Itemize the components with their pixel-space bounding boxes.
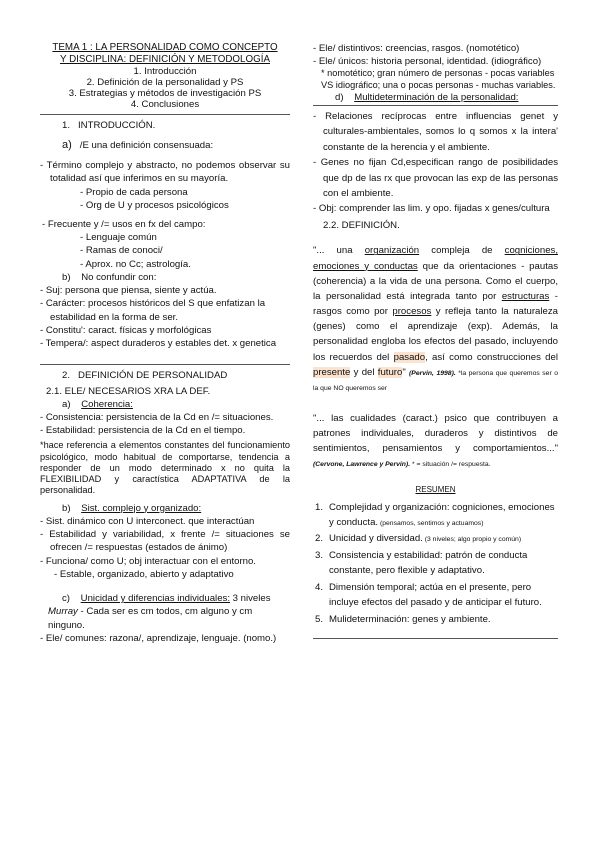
right-column [313, 42, 558, 639]
subpoint-label: a) [62, 138, 72, 151]
bullet-item: - Ele/ únicos: historia personal, identidad. (idiográfico) [313, 56, 542, 68]
divider [313, 638, 558, 639]
bullet-item: - Término complejo y abstracto, no podemos observar su totalidad así que inferimos en su mayoría. [40, 160, 290, 185]
highlighted-term: pasado [393, 351, 426, 363]
subpoint-label: d) [335, 91, 344, 103]
quote-text: , así como construcciones del [425, 351, 558, 363]
list-item: - Lenguaje común [80, 232, 157, 244]
toc-item: 4. Conclusiones [130, 98, 200, 110]
citation-note: *la persona que queremos ser o la que NO queremos ser [313, 369, 558, 392]
list-item: - Propio de cada persona [80, 186, 188, 198]
quote-term: procesos [392, 306, 432, 318]
quote-text: y del [350, 366, 378, 378]
quote-term: estructuras [501, 290, 550, 302]
item-number: 1. [315, 501, 324, 513]
subpoint-label: b) [62, 271, 71, 283]
subpoint-label: a) [62, 398, 71, 410]
subpoint-text: No confundir con: [81, 271, 157, 283]
doc-title-line2: Y DISCIPLINA: DEFINICIÓN Y METODOLOGÍA [60, 53, 270, 65]
summary-item [313, 501, 558, 531]
quote-text: compleja de [419, 245, 505, 257]
subpoint-b [40, 271, 290, 284]
bullet-item: - Constitu': caract. físicas y morfológicas [40, 324, 212, 336]
subpoint-title: Sist. complejo y organizado: [81, 502, 202, 514]
definition-quote-pervin [313, 243, 558, 395]
note-text: *hace referencia a elementos constantes del funcionamiento psicológico, modo habitual de comportarse, tendencia a responder de un modo determinado x no quita la FLEXIBILIDAD y caractística ADAPTATIVA de la personalidad. [40, 440, 290, 495]
subsection-title: 2.2. DEFINICIÓN. [323, 220, 400, 232]
bullet-item: - Genes no fijan Cd,especifican rango de posibilidades que dp de las rx que provocan las exp de las personas con el ambiente. [313, 157, 558, 200]
citation-note: * = situación /= respuesta. [410, 461, 491, 469]
murray-text: - Cada ser es cm todos, cm alguno y cm ninguno. [48, 606, 253, 631]
bullet-item: - Carácter: procesos históricos del S que enfatizan la estabilidad en la forma de ser. [40, 298, 266, 323]
quote-text: que da orientaciones - pautas (coherencia) a la vida de una persona. Como el cuerpo, la personalidad está integrada tanto por [313, 260, 558, 302]
list-item: - Ramas de conoci/ [80, 245, 163, 257]
quote-text: "... las cualidades (caract.) psico que contribuyen a patrones individuales, duraderos y distintivos de sentimientos, pensamientos y comportamientos..." [313, 412, 558, 455]
quote-text: y refleja tanto la naturaleza (genes) como el aprendizaje (exp). Además, la personalidad engloba los efectos del pasado, incluyendo los recuerdos del [313, 306, 558, 363]
subpoint-c [40, 592, 290, 605]
bullet-item: - Funciona/ como U; obj interactuar con el entorno. [40, 555, 256, 567]
note-text: * nomotético; gran número de personas - pocas variables [321, 68, 555, 79]
summary-item [313, 549, 558, 579]
subpoint-label: b) [62, 502, 71, 514]
section-heading-intro [62, 119, 290, 132]
bullet-item: - Relaciones recíprocas entre influencias genet y culturales-ambientales, somos lo q somos x la intera' constante de la herencia y el ambiente. [313, 110, 558, 153]
summary-list [313, 501, 558, 628]
bullet-item: - Frecuente y /= usos en fx del campo: [42, 218, 206, 230]
quote-term: organización [364, 245, 420, 257]
subpoint-title: Multideterminación de la personalidad: [354, 91, 519, 103]
note-text: VS idiográfico; una o pocas personas - muchas variables. [321, 79, 556, 90]
divider [313, 105, 558, 106]
item-number: 4. [315, 581, 324, 593]
highlighted-term: presente [313, 366, 351, 378]
bullet-item: - Sist. dinámico con U interconect. que interactúan [40, 515, 255, 527]
left-column [40, 42, 290, 645]
section-title: INTRODUCCIÓN. [78, 119, 156, 131]
subpoint-b [40, 502, 290, 515]
item-text: Complejidad y organización: cogniciones, emociones y conducta. [329, 501, 555, 528]
item-note: (pensamos, sentimos y actuamos) [378, 519, 484, 527]
summary-item [313, 613, 558, 628]
subpoint-title-suffix: 3 niveles [230, 593, 271, 605]
subpoint-d [313, 91, 558, 104]
doc-title-line1: TEMA 1 : LA PERSONALIDAD COMO CONCEPTO [52, 42, 278, 53]
bullet-item: - Ele/ distintivos: creencias, rasgos. (nomotético) [313, 43, 520, 54]
bullet-item: - Consistencia: persistencia de la Cd en /= situaciones. [40, 412, 274, 424]
item-number: 2. [315, 533, 324, 545]
bullet-item: - Obj: comprender las lim. y opo. fijadas x genes/cultura [313, 202, 550, 214]
highlighted-term: futuro [377, 366, 403, 378]
subpoint-title: Coherencia: [81, 398, 133, 410]
toc-item: 2. Definición de la personalidad y PS [86, 76, 244, 88]
subpoint-text: /E una definición consensuada: [79, 139, 214, 151]
divider [40, 364, 290, 365]
bullet-item: - Estabilidad: persistencia de la Cd en el tiempo. [40, 425, 246, 437]
bullet-item: - Suj: persona que piensa, siente y actúa. [40, 285, 217, 297]
murray-line [40, 605, 290, 631]
author-name: Murray [48, 606, 78, 618]
divider [40, 114, 290, 115]
item-note: (3 niveles; algo propio y común) [422, 536, 522, 544]
bullet-item: - Ele/ comunes: razona/, aprendizaje, lenguaje. (nomo.) [40, 632, 277, 644]
quote-term: cogniciones, emociones y conductas [313, 245, 558, 272]
item-number: 3. [315, 550, 324, 562]
subpoint-a [40, 398, 290, 411]
toc-item: 1. Introducción [133, 65, 197, 77]
item-number: 5. [315, 613, 324, 625]
citation: (Cervone, Lawrence y Pervin). [313, 461, 411, 469]
subpoint-label: c) [62, 593, 70, 605]
item-text: Unicidad y diversidad. [329, 533, 423, 545]
bullet-item: - Estabilidad y variabilidad, x frente /= situaciones se ofrecen /= respuestas (estados de ánimo) [40, 529, 290, 554]
subsection-title: 2.1. ELE/ NECESARIOS XRA LA DEF. [46, 385, 211, 397]
toc-item: 3. Estrategias y métodos de investigación PS [68, 87, 262, 99]
citation: (Pervin, 1998). [409, 369, 456, 377]
summary-title: RESUMEN [415, 484, 456, 494]
list-item: - Aprox. no Cc; astrología. [80, 258, 191, 270]
list-item: - Estable, organizado, abierto y adaptativo [54, 568, 234, 580]
section-number: 2. [62, 370, 71, 382]
bullet-item: - Tempera/: aspect duraderos y estables det. x genetica [40, 338, 277, 350]
quote-text: "... una [313, 245, 365, 257]
quote-text: " [402, 366, 406, 378]
section-heading-definition [62, 369, 290, 382]
item-text: Mulideterminación: genes y ambiente. [329, 613, 491, 625]
subpoint-a [40, 138, 290, 153]
summary-item [313, 532, 558, 547]
summary-item [313, 581, 558, 611]
quote-text: - rasgos como por [313, 290, 558, 318]
section-title: DEFINICIÓN DE PERSONALIDAD [78, 370, 228, 382]
definition-quote-cervone [313, 411, 558, 472]
subpoint-title: Unicidad y diferencias individuales: [80, 593, 230, 605]
item-text: Dimensión temporal; actúa en el presente, pero incluye efectos del pasado y de anticipar el futuro. [329, 581, 542, 608]
section-number: 1. [62, 119, 71, 131]
list-item: - Org de U y procesos psicológicos [80, 199, 229, 211]
item-text: Consistencia y estabilidad: patrón de conducta constante, pero flexible y adaptativo. [329, 550, 528, 577]
